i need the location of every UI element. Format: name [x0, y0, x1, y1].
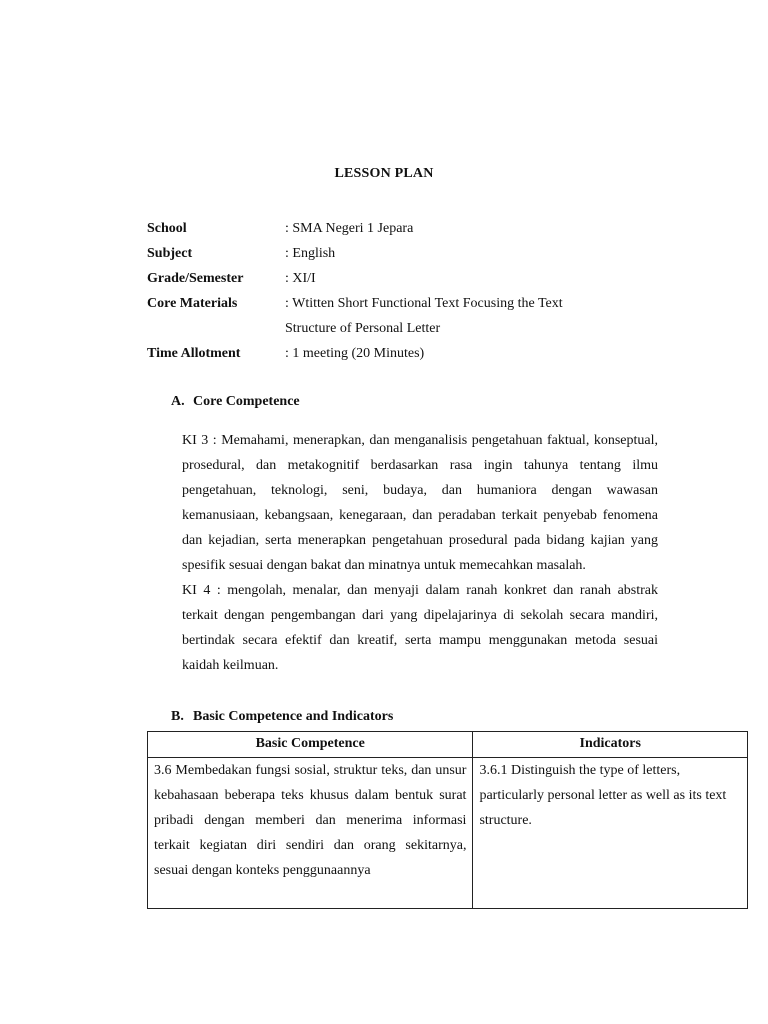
- ki4-paragraph: KI 4 : mengolah, menalar, dan menyaji dalam ranah konkret dan ranah abstrak terkait dengan pengembangan dari yang dipelajarinya di sekolah secara mandiri, bertindak secara efektif dan kreatif, serta mampu menggunakan metoda sesuai kaidah keilmuan.: [182, 583, 658, 673]
- info-row-time: [147, 341, 627, 366]
- table-header-row: [148, 732, 748, 758]
- header-basic-competence: Basic Competence: [148, 732, 473, 758]
- ki3-paragraph: KI 3 : Memahami, menerapkan, dan menganalisis pengetahuan faktual, konseptual, prosedural, dan metakognitif berdasarkan rasa ingin tahunya tentang ilmu pengetahuan, teknologi, seni, budaya, dan humaniora dengan wawasan kemanusiaan, kebangsaan, kenegaraan, dan peradaban terkait penyebab fenomena dan kejadian, serta menerapkan pengetahuan prosedural pada bidang kajian yang spesifik sesuai dengan bakat dan minatnya untuk memecahkan masalah.: [182, 433, 658, 573]
- school-value: : SMA Negeri 1 Jepara: [285, 221, 414, 236]
- info-row-core-materials: [147, 291, 627, 341]
- page-title: LESSON PLAN: [334, 166, 434, 181]
- section-b-title: Basic Competence and Indicators: [193, 709, 394, 724]
- section-a-title: Core Competence: [193, 394, 300, 409]
- section-b-letter: B.: [171, 709, 184, 724]
- core-competence-text: [182, 428, 658, 678]
- header-indicators: Indicators: [473, 732, 748, 758]
- subject-label: Subject: [147, 246, 193, 261]
- indicator-cell: 3.6.1 Distinguish the type of letters, particularly personal letter as well as its text structure.: [473, 758, 748, 909]
- lesson-info: [147, 216, 627, 366]
- core-materials-value: [285, 291, 627, 341]
- info-row-grade: [147, 266, 627, 291]
- time-label: Time Allotment: [147, 346, 241, 361]
- section-b-heading: [171, 709, 393, 725]
- grade-label: Grade/Semester: [147, 271, 244, 286]
- info-row-subject: [147, 241, 627, 266]
- subject-value: : English: [285, 246, 336, 261]
- basic-competence-cell: 3.6 Membedakan fungsi sosial, struktur teks, dan unsur kebahasaan beberapa teks khusus dalam bentuk surat pribadi dengan memberi dan menerima informasi terkait kegiatan diri sendiri dan orang sekitarnya, sesuai dengan konteks penggunaannya: [148, 758, 473, 909]
- competence-table: [147, 731, 748, 909]
- core-materials-value-line2: Structure of Personal Letter: [285, 321, 441, 336]
- school-label: School: [147, 221, 187, 236]
- grade-value: : XI/I: [285, 271, 316, 286]
- info-row-school: [147, 216, 627, 241]
- section-a-heading: [171, 394, 300, 410]
- table-row: [148, 758, 748, 909]
- core-materials-value-line1: : Wtitten Short Functional Text Focusing the Text: [285, 296, 563, 311]
- time-value: : 1 meeting (20 Minutes): [285, 346, 425, 361]
- core-materials-label: Core Materials: [147, 296, 238, 311]
- section-a-letter: A.: [171, 394, 185, 409]
